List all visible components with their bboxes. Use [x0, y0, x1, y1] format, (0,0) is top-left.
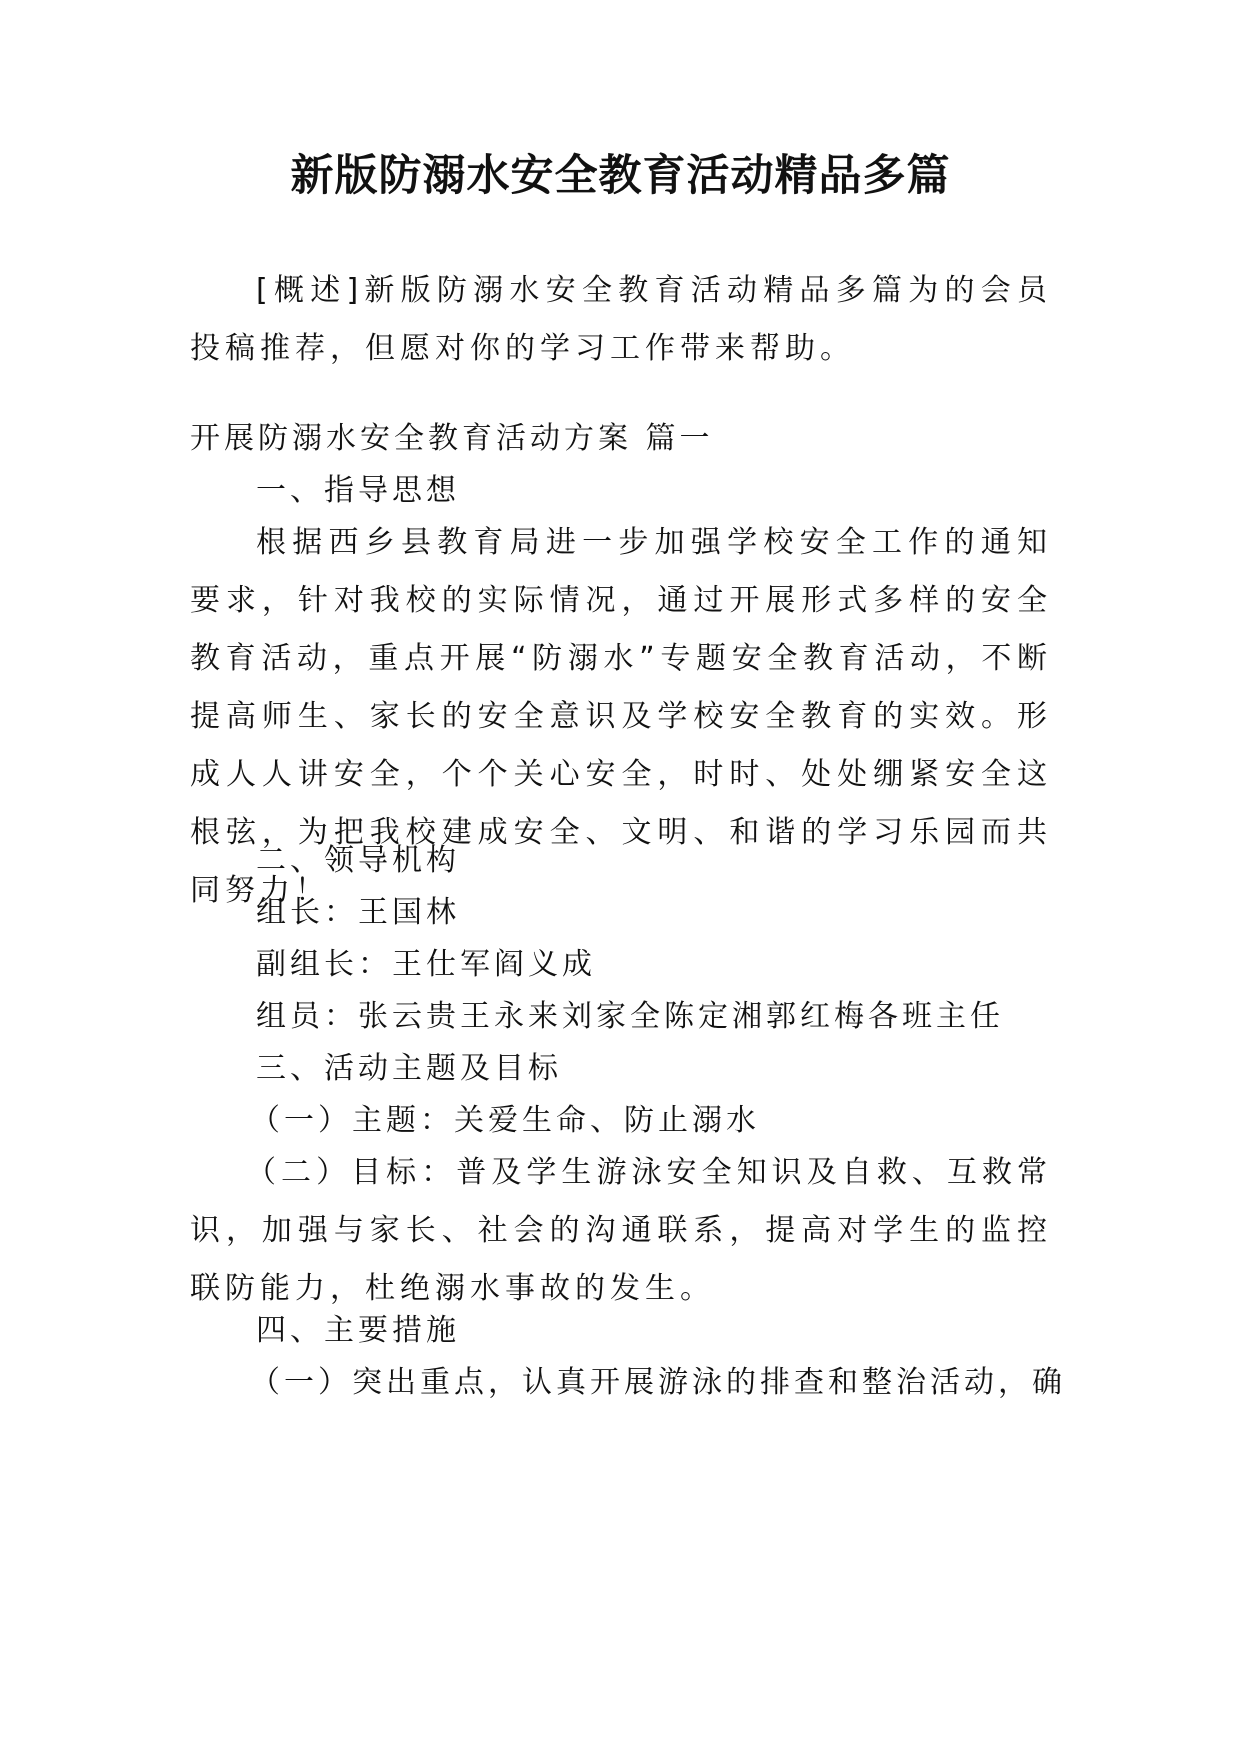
- members-line: 组员：张云贵王永来刘家全陈定湘郭红梅各班主任: [256, 999, 1004, 1034]
- vice-leader-line: 副组长：王仕军阎义成: [256, 947, 596, 982]
- measure-line: （一）突出重点，认真开展游泳的排查和整治活动，确: [250, 1365, 1066, 1400]
- goal-paragraph: （二）目标：普及学生游泳安全知识及自救、互救常识，加强与家长、社会的沟通联系，提高对学生的监控联防能力，杜绝溺水事故的发生。: [190, 1155, 1052, 1306]
- leader-line: 组长：王国林: [256, 895, 460, 930]
- summary-paragraph: [概述]新版防溺水安全教育活动精品多篇为的会员投稿推荐，但愿对你的学习工作带来帮助。: [190, 273, 1052, 366]
- section-heading: 开展防溺水安全教育活动方案 篇一: [190, 421, 714, 456]
- document-title: 新版防溺水安全教育活动精品多篇: [290, 151, 951, 201]
- heading-guiding-ideology: 一、指导思想: [256, 473, 460, 508]
- heading-measures: 四、主要措施: [256, 1313, 460, 1348]
- paragraph-guiding-ideology: 根据西乡县教育局进一步加强学校安全工作的通知要求，针对我校的实际情况，通过开展形式多样的安全教育活动，重点开展“防溺水”专题安全教育活动，不断提高师生、家长的安全意识及学校安全教育的实效。形成人人讲安全，个个关心安全，时时、处处绷紧安全这根弦，为把我校建成安全、文明、和谐的学习乐园而共同努力！: [190, 525, 1052, 908]
- theme-line: （一）主题：关爱生命、防止溺水: [250, 1103, 760, 1138]
- heading-leadership: 二、领导机构: [256, 843, 460, 878]
- heading-theme-goal: 三、活动主题及目标: [256, 1051, 562, 1086]
